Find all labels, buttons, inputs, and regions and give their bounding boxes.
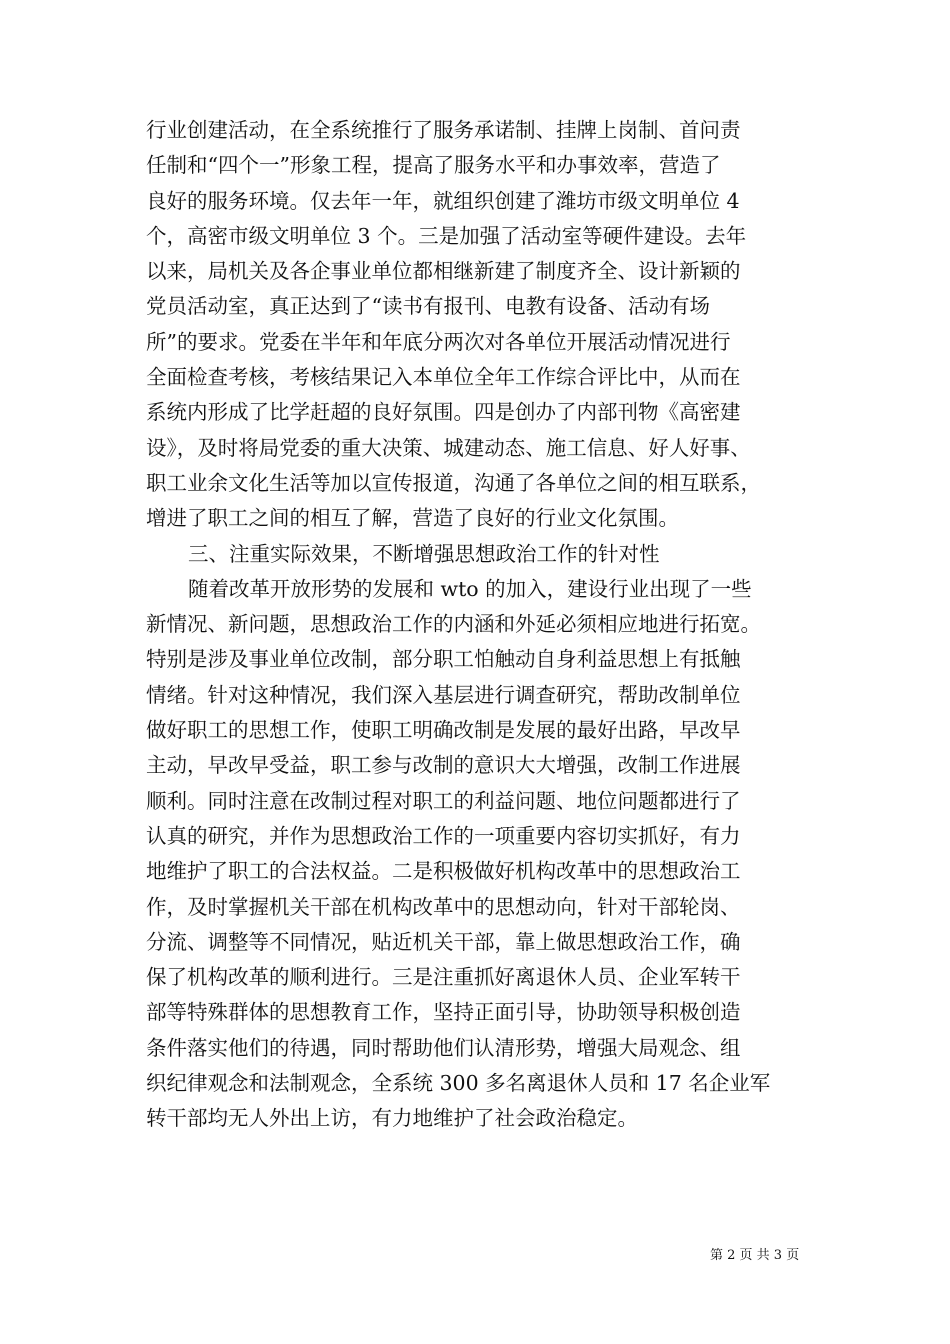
text-line: 任制和“四个一”形象工程，提高了服务水平和办事效率，营造了 [146, 153, 721, 178]
text-line: 分流、调整等不同情况，贴近机关干部，靠上做思想政治工作，确 [146, 929, 741, 954]
text-line: 特别是涉及事业单位改制，部分职工怕触动自身利益思想上有抵触 [146, 647, 741, 672]
text-line: 部等特殊群体的思想教育工作，坚持正面引导，协助领导积极创造 [146, 1000, 741, 1025]
text-line: 主动，早改早受益，职工参与改制的意识大大增强，改制工作进展 [146, 753, 741, 778]
body-text [146, 113, 816, 1137]
text-line: 行业创建活动，在全系统推行了服务承诺制、挂牌上岗制、首问责 [146, 118, 741, 142]
text-line: 作，及时掌握机关干部在机构改革中的思想动向，针对干部轮岗、 [146, 894, 741, 919]
text-line: 所”的要求。党委在半年和年底分两次对各单位开展活动情况进行 [146, 329, 731, 354]
text-line: 认真的研究，并作为思想政治工作的一项重要内容切实抓好，有力 [146, 823, 741, 848]
text-line: 保了机构改革的顺利进行。三是注重抓好离退休人员、企业军转干 [146, 965, 741, 990]
section-heading: 三、注重实际效果，不断增强思想政治工作的针对性 [188, 541, 660, 566]
text-line: 职工业余文化生活等加以宣传报道，沟通了各单位之间的相互联系， [146, 470, 761, 495]
text-line: 转干部均无人外出上访，有力地维护了社会政治稳定。 [146, 1106, 638, 1131]
text-line: 做好职工的思想工作，使职工明确改制是发展的最好出路，早改早 [146, 718, 741, 743]
page-number: 第 2 页 共 3 页 [710, 1248, 800, 1263]
text-line: 顺利。同时注意在改制过程对职工的利益问题、地位问题都进行了 [146, 788, 741, 813]
text-line: 条件落实他们的待遇，同时帮助他们认清形势，增强大局观念、组 [146, 1035, 741, 1060]
paragraph-first-line: 随着改革开放形势的发展和 wto 的加入，建设行业出现了一些 [188, 576, 752, 601]
text-line: 系统内形成了比学赶超的良好氛围。四是创办了内部刊物《高密建 [146, 400, 741, 425]
text-line: 情绪。针对这种情况，我们深入基层进行调查研究，帮助改制单位 [146, 682, 741, 707]
text-line: 地维护了职工的合法权益。二是积极做好机构改革中的思想政治工 [146, 859, 741, 884]
text-line: 以来，局机关及各企事业单位都相继新建了制度齐全、设计新颖的 [146, 259, 741, 284]
text-line: 全面检查考核，考核结果记入本单位全年工作综合评比中，从而在 [146, 365, 741, 390]
text-line: 增进了职工之间的相互了解，营造了良好的行业文化氛围。 [146, 506, 679, 531]
text-line: 新情况、新问题，思想政治工作的内涵和外延必须相应地进行拓宽。 [146, 612, 761, 637]
text-line: 个，高密市级文明单位 3 个。三是加强了活动室等硬件建设。去年 [146, 223, 747, 248]
text-line: 织纪律观念和法制观念，全系统 300 多名离退休人员和 17 名企业军 [146, 1071, 771, 1096]
text-line: 党员活动室，真正达到了“读书有报刊、电教有设备、活动有场 [146, 294, 710, 319]
text-line: 良好的服务环境。仅去年一年，就组织创建了潍坊市级文明单位 4 [146, 188, 740, 213]
text-line: 设》，及时将局党委的重大决策、城建动态、施工信息、好人好事、 [146, 435, 751, 460]
